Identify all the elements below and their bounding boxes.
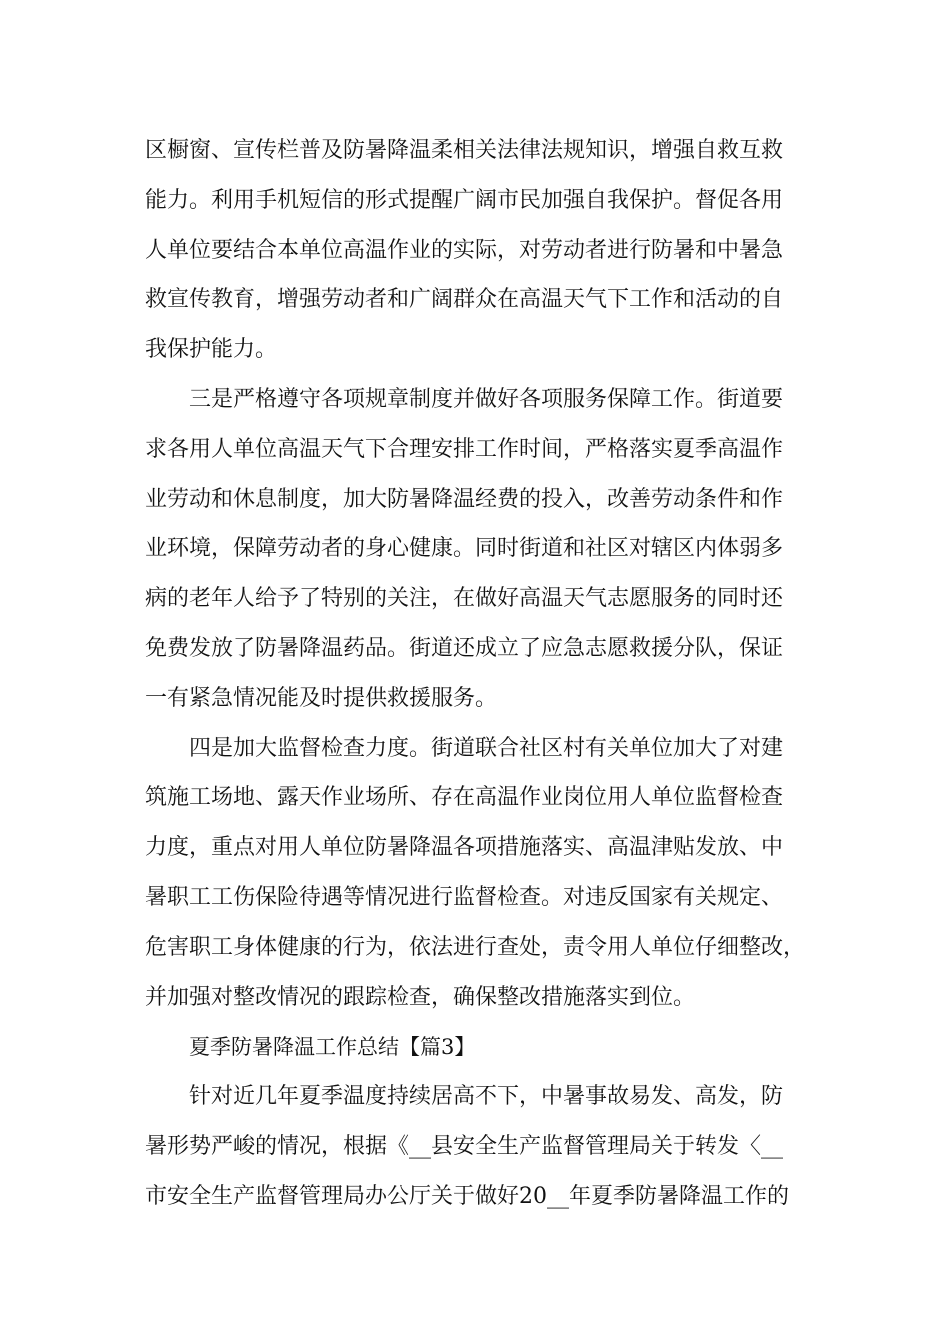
- paragraph-line: 市安全生产监督管理局办公厅关于做好20__年夏季防暑降温工作的: [145, 1183, 789, 1209]
- paragraph-line: 业环境，保障劳动者的身心健康。同时街道和社区对辖区内体弱多: [145, 536, 784, 562]
- paragraph-line: 暑职工工伤保险待遇等情况进行监督检查。对违反国家有关规定、: [145, 884, 784, 910]
- paragraph-line: 能力。利用手机短信的形式提醒广阔市民加强自我保护。督促各用: [145, 187, 784, 213]
- paragraph-first-line: 四是加大监督检查力度。街道联合社区村有关单位加大了对建: [189, 735, 784, 761]
- paragraph-line: 危害职工身体健康的行为，依法进行查处，责令用人单位仔细整改，: [145, 934, 806, 960]
- paragraph-line: 力度，重点对用人单位防暑降温各项措施落实、高温津贴发放、中: [145, 835, 784, 861]
- paragraph-line: 筑施工场地、露天作业场所、存在高温作业岗位用人单位监督检查: [145, 785, 784, 811]
- paragraph-line: 免费发放了防暑降温药品。街道还成立了应急志愿救援分队，保证: [145, 635, 784, 661]
- paragraph-line: 暑形势严峻的情况，根据《__县安全生产监督管理局关于转发〈__: [145, 1133, 784, 1159]
- paragraph-line: 我保护能力。: [145, 337, 278, 363]
- section-heading: 夏季防暑降温工作总结【篇3】: [189, 1035, 476, 1060]
- paragraph-line: 求各用人单位高温天气下合理安排工作时间，严格落实夏季高温作: [145, 436, 784, 462]
- paragraph-line: 一有紧急情况能及时提供救援服务。: [145, 685, 498, 711]
- paragraph-first-line: 三是严格遵守各项规章制度并做好各项服务保障工作。街道要: [189, 386, 784, 412]
- paragraph-line: 并加强对整改情况的跟踪检查，确保整改措施落实到位。: [145, 984, 696, 1010]
- document-body: [145, 131, 835, 1227]
- paragraph-line: 区橱窗、宣传栏普及防暑降温柔相关法律法规知识，增强自救互救: [145, 138, 784, 163]
- paragraph-line: 人单位要结合本单位高温作业的实际，对劳动者进行防暑和中暑急: [145, 237, 784, 263]
- paragraph-line: 病的老年人给予了特别的关注，在做好高温天气志愿服务的同时还: [145, 586, 784, 612]
- paragraph-first-line: 针对近几年夏季温度持续居高不下，中暑事故易发、高发，防: [189, 1084, 784, 1110]
- paragraph-line: 业劳动和休息制度，加大防暑降温经费的投入，改善劳动条件和作: [145, 486, 784, 512]
- paragraph-line: 救宣传教育，增强劳动者和广阔群众在高温天气下工作和活动的自: [145, 287, 784, 313]
